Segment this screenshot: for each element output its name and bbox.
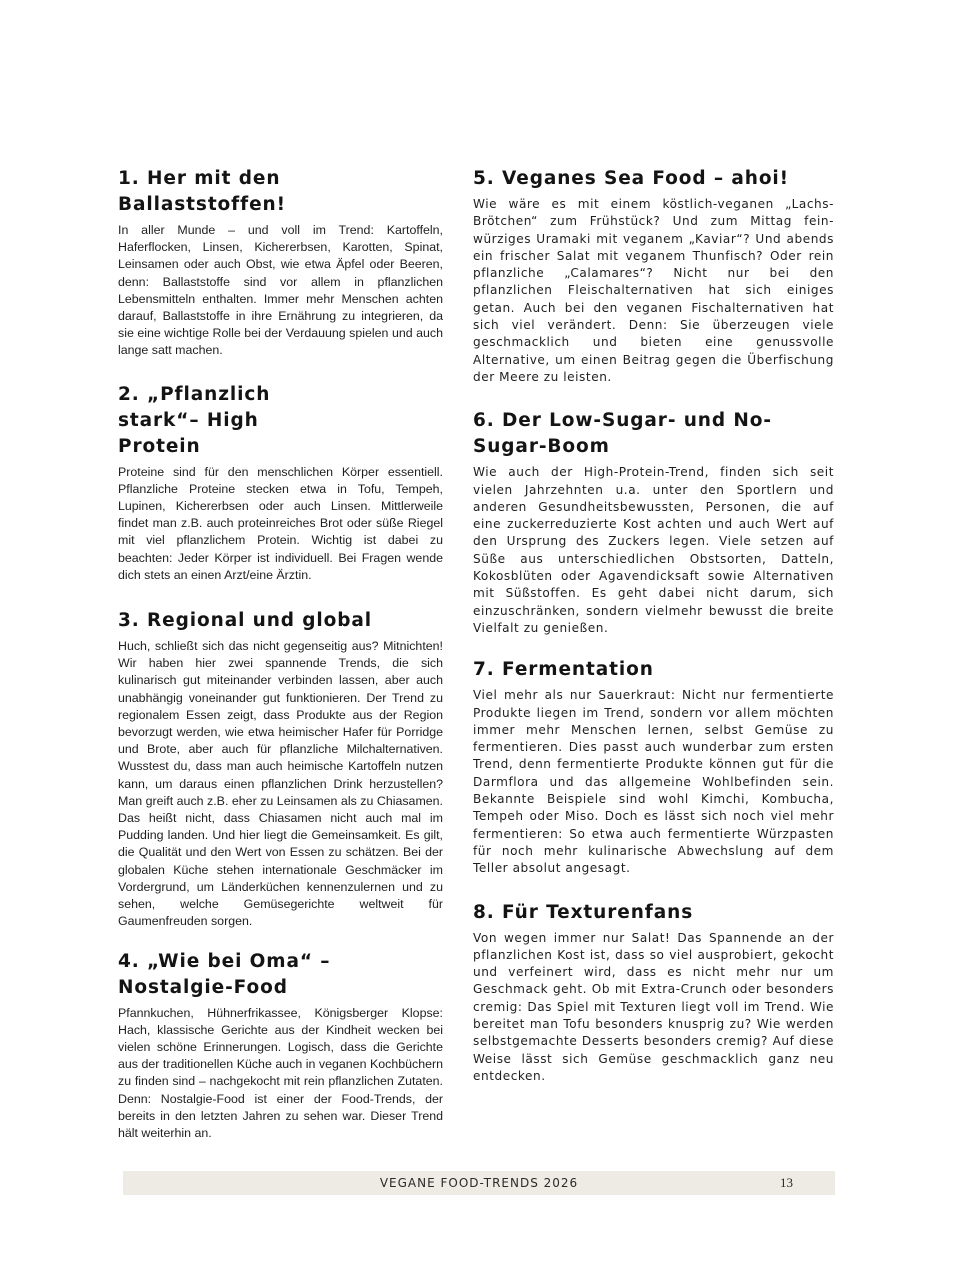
section-heading: 6. Der Low-Sugar- und No-Sugar-Boom <box>473 410 772 458</box>
footer-title: VEGANE FOOD-TRENDS 2026 <box>379 1176 579 1190</box>
section-heading: 3. Regional und global <box>118 610 373 632</box>
section-heading: 1. Her mit den Ballaststoffen! <box>118 168 286 215</box>
section-texturenfans <box>473 900 834 1086</box>
section-body: Von wegen immer nur Salat! Das Spannende an der pflanzlichen Kost ist, dass so viel ausprobiert, gekocht und verfeinert wird, dass es nicht mehr nur um Geschmack geht. Ob mit Extra-Crunch oder besonders cremig: Das Spiel mit Texturen liegt voll im Trend. Wie bereitet man Tofu besonders knusprig zu? Wie werden selbstgemachte Desserts besonders cremig? Auf diese Weise lässt sich Gemüse geschmacklich ganz neu entdecken. <box>473 930 834 1083</box>
section-heading: 7. Fermentation <box>473 659 654 681</box>
section-regional-global <box>118 608 443 930</box>
section-body: Wie wäre es mit einem köstlich-veganen „Lachs-Brötchen“ zum Frühstück? Und zum Mittag fein-würziges Uramaki mit veganem „Kaviar“? Und abends ein frischer Salat mit veganem Thunfisch? Oder rein pflanzliche „Calamares“? Nicht nur bei den pflanzlichen Fleischalternativen hat sich einiges getan. Auch bei den veganen Fischalternativen hat sich viel verändert. Denn: Sie überzeugen viele geschmacklich und bieten eine genussvolle Alternative, um einen Beitrag gegen die Überfischung der Meere zu leisten. <box>473 197 834 384</box>
section-body: Pfannkuchen, Hühnerfrikassee, Königsberger Klopse: Hach, klassische Gerichte aus der Kindheit wecken bei vielen schöne Erinnerungen. Logisch, dass die Gerichte aus der traditionellen Küche auch in veganen Kochbüchern zu finden sind – nachgekocht mit rein pflanzlichen Zutaten. Denn: Nostalgie-Food ist einer der Food-Trends, der bereits in den letzten Jahren zu sehen war. Dieser Trend hält weiterhin an. <box>118 1005 443 1140</box>
section-high-protein <box>118 382 443 584</box>
section-body: In aller Munde – und voll im Trend: Kartoffeln, Haferflocken, Linsen, Kichererbsen, Karotten, Spinat, Leinsamen oder auch Obst, wie etwa Äpfel oder Beeren, denn: Ballaststoffe sind vor allem in pflanzlichen Lebensmitteln enthalten. Immer mehr Menschen achten darauf, Ballaststoffe in ihre Ernährung zu integrieren, da sie eine wichtige Rolle bei der Verdauung spielen und auch lange satt machen. <box>118 223 443 358</box>
section-body: Viel mehr als nur Sauerkraut: Nicht nur fermentierte Produkte liegen im Trend, sondern vor allem möchten immer mehr Menschen lernen, selbst Gemüse zu fermentieren. Dies passt auch wunderbar zum ersten Trend, denn fermentierte Produkte können gut für die Darmflora und das allgemeine Wohlbefinden sein. Bekannte Beispiele sind wohl Kimchi, Kombucha, Tempeh oder Miso. Doch es lässt sich noch viel mehr fermentieren: So etwa auch fermentierte Würzpasten für noch mehr kulinarische Abwechslung auf dem Teller absolut angesagt. <box>473 688 834 876</box>
section-heading: 5. Veganes Sea Food – ahoi! <box>473 168 790 189</box>
section-low-sugar <box>473 408 834 637</box>
page-number: 13 <box>780 1175 793 1190</box>
section-heading: 8. Für Texturenfans <box>473 901 694 923</box>
left-column <box>118 166 443 1142</box>
section-veganes-sea-food <box>473 166 834 386</box>
page-footer <box>123 1171 835 1195</box>
section-heading: 2. „Pflanzlich stark“– High Protein <box>118 383 271 457</box>
section-body: Wie auch der High-Protein-Trend, finden sich seit vielen Jahrzehnten u.a. unter den Sportlern und anderen Gesundheitsbewussten, Personen, die auf eine zuckerreduzierte Kost achten und auch Wert auf den Ursprung des Zuckers legen. Viele setzen auf Süße aus unterschiedlichen Obstsorten, Datteln, Kokosblüten oder Agavendicksaft sowie Alternativen mit Süßstoffen. Es geht dabei nicht darum, sich einzuschränken, sondern vielmehr bewusst die breite Vielfalt zu genießen. <box>473 465 834 635</box>
section-body: Huch, schließt sich das nicht gegenseitig aus? Mitnichten! Wir haben hier zwei spannende Trends, die sich kulinarisch gut miteinander verbinden lassen, aber auch unabhängig voneinander gut funktionieren. Der Trend zu regionalem Essen zeigt, dass Produkte aus der Region bevorzugt werden, wie etwa heimischer Hafer für Porridge und Brote, aber auch für pflanzliche Milchalternativen. Wusstest du, dass man auch heimische Kartoffeln nutzen kann, um daraus einen pflanzlichen Drink herzustellen? Man greift auch z.B. eher zu Leinsamen als zu Chiasamen. Das heißt nicht, dass Chiasamen nicht auch mal im Pudding landen. Und hier liegt die Gemeinsamkeit. Es gilt, die Qualität und den Wert von Essen zu schätzen. Bei der globalen Küche stehen internationale Geschmäcker im Vordergrund, um Länderküchen kennenzulernen und zu sehen, welche Gemüsegerichte weltweit für Gaumenfreuden sorgen. <box>118 639 443 929</box>
section-fermentation <box>473 657 834 877</box>
section-nostalgie-food <box>118 949 443 1143</box>
section-body: Proteine sind für den menschlichen Körper essentiell. Pflanzliche Proteine stecken etwa in Tofu, Tempeh, Lupinen, Kichererbsen oder auch Linsen. Mittlerweile findet man z.B. auch proteinreiches Brot oder süße Riegel mit viel pflanzlichem Protein. Wichtig ist dabei zu beachten: Jeder Körper ist individuell. Bei Fragen wende dich stets an einen Arzt/eine Ärztin. <box>118 464 443 582</box>
section-heading: 4. „Wie bei Oma“ – Nostalgie-Food <box>118 950 331 998</box>
section-ballaststoffe <box>118 166 443 360</box>
right-column <box>473 166 834 1085</box>
